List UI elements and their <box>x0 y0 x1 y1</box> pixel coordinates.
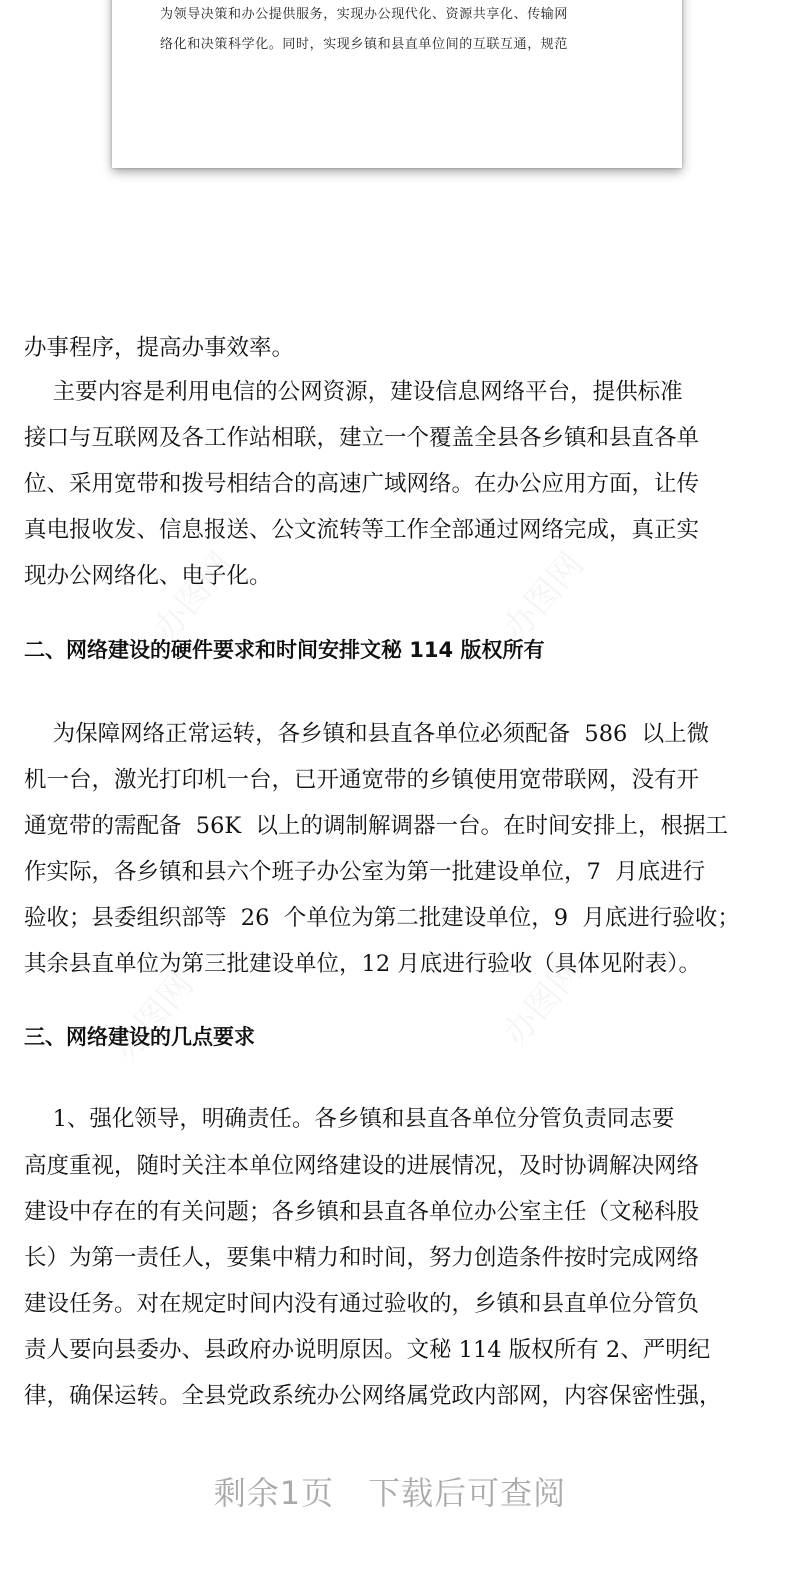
preview-card <box>112 0 682 168</box>
paragraph-line: 长）为第一责任人，要集中精力和时间，努力创造条件按时完成网络 <box>24 1245 700 1271</box>
watermark-icon <box>139 540 242 650</box>
paragraph-line: 机一台，激光打印机一台，已开通宽带的乡镇使用宽带联网，没有开 <box>24 767 700 793</box>
paragraph-line: 建设中存在的有关问题；各乡镇和县直各单位办公室主任（文秘科股 <box>24 1199 700 1225</box>
paragraph-line: 建设任务。对在规定时间内没有通过验收的，乡镇和县直单位分管负 <box>24 1291 700 1317</box>
paragraph-line: 1、强化领导，明确责任。各乡镇和县直各单位分管负责同志要 <box>24 1106 675 1132</box>
paragraph-line: 接口与互联网及各工作站相联，建立一个覆盖全县各乡镇和县直各单 <box>24 425 700 451</box>
paragraph-line: 高度重视，随时关注本单位网络建设的进展情况，及时协调解决网络 <box>24 1153 700 1179</box>
paragraph-line: 办事程序，提高办事效率。 <box>24 335 295 361</box>
preview-line: 络化和决策科学化。同时，实现乡镇和县直单位间的互联互通，规范 <box>160 37 569 52</box>
paragraph-line: 现办公网络化、电子化。 <box>24 563 272 589</box>
paragraph-line: 为保障网络正常运转，各乡镇和县直各单位必须配备 586 以上微 <box>24 721 710 747</box>
paragraph-line: 通宽带的需配备 56K 以上的调制解调器一台。在时间安排上，根据工 <box>24 813 729 839</box>
watermark-icon <box>489 540 592 650</box>
download-to-view-link[interactable]: 下载后可查阅 <box>368 1474 567 1512</box>
paragraph-line: 其余县直单位为第三批建设单位，12 月底进行验收（具体见附表）。 <box>24 951 702 977</box>
remaining-pages-label: 剩余1页 <box>213 1474 335 1512</box>
paragraph-line: 主要内容是利用电信的公网资源，建设信息网络平台，提供标准 <box>24 379 683 405</box>
section-heading: 二、网络建设的硬件要求和时间安排文秘 114 版权所有 <box>24 638 545 662</box>
paragraph-line: 真电报收发、信息报送、公文流转等工作全部通过网络完成，真正实 <box>24 517 700 543</box>
preview-line: 为领导决策和办公提供服务，实现办公现代化、资源共享化、传输网 <box>160 7 569 22</box>
paragraph-line: 律，确保运转。全县党政系统办公网络属党政内部网，内容保密性强， <box>24 1383 722 1409</box>
paragraph-line: 位、采用宽带和拨号相结合的高速广域网络。在办公应用方面，让传 <box>24 471 700 497</box>
paragraph-line: 责人要向县委办、县政府办说明原因。文秘 114 版权所有 2、严明纪 <box>24 1337 711 1363</box>
paragraph-line: 作实际，各乡镇和县六个班子办公室为第一批建设单位，7 月底进行 <box>24 859 706 885</box>
section-heading: 三、网络建设的几点要求 <box>24 1025 255 1049</box>
paragraph-line: 验收；县委组织部等 26 个单位为第二批建设单位，9 月底进行验收； <box>24 905 740 931</box>
download-prompt[interactable] <box>0 1468 780 1514</box>
